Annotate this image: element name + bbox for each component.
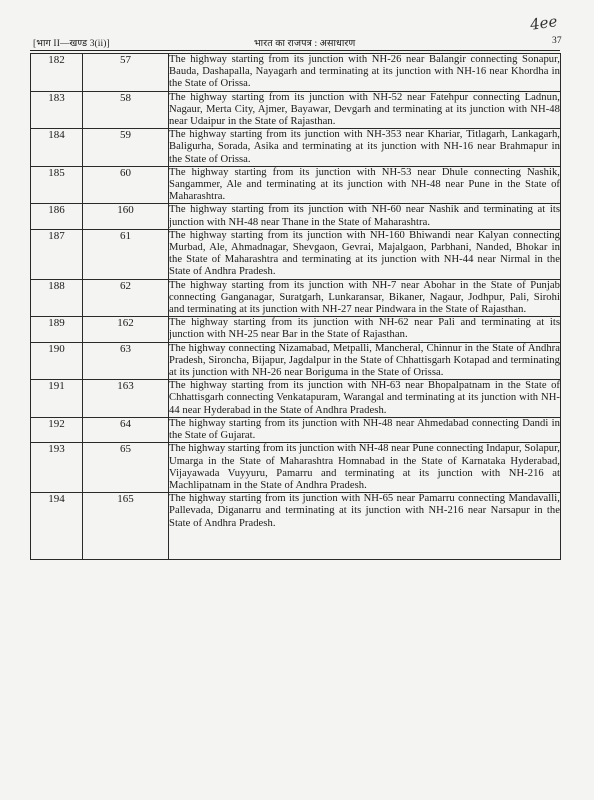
table-row <box>31 229 561 279</box>
serial-number-cell: 185 <box>31 166 83 204</box>
route-description-cell: The highway starting from its junction with NH-52 near Fatehpur connecting Ladnun, Nagaur, Merta City, Ajmer, Bayawar, Devgarh and terminating at its junction with NH-48 near Udaipur in the State of Rajasthan. <box>169 91 560 128</box>
route-description-cell: The highway starting from its junction with NH-48 near Pune connecting Indapur, Solapur, Umarga in the State of Maharashtra Homnabad in the State of Karnataka Hyderabad, Vijayawada Vuyyuru, Pamarru and terminating at its junction with NH-216 at Machlipatnam in the State of Andhra Pradesh. <box>169 443 560 491</box>
nh-number-cell: 60 <box>83 166 169 204</box>
nh-number-cell: 59 <box>83 129 169 167</box>
table-row <box>31 54 561 92</box>
table-row <box>31 443 561 493</box>
serial-number-cell: 191 <box>31 380 83 418</box>
highway-table <box>30 53 561 560</box>
route-description-cell: The highway starting from its junction with NH-7 near Abohar in the State of Punjab connecting Ganganagar, Suratgarh, Lunkaransar, Bikaner, Nagaur, Jodhpur, Pali, Sirohi and terminating at its junction with NH-27 near Pindwara in the State of Rajasthan. <box>169 279 560 316</box>
header-rule <box>30 50 560 51</box>
table-row <box>31 204 561 229</box>
route-description-cell: The highway connecting Nizamabad, Metpalli, Mancheral, Chinnur in the State of Andhra Pradesh, Sironcha, Bijapur, Jagdalpur in the State of Chhattisgarh Kotapad and terminating at its junction with NH-26 near Boriguma in the State of Orissa. <box>169 342 560 379</box>
table-row <box>31 317 561 342</box>
serial-number-cell: 189 <box>31 317 83 342</box>
route-description-cell: The highway starting from its junction with NH-353 near Khariar, Titlagarh, Lankagarh, Baligurha, Sorada, Asika and terminating at its junction with NH-16 near Brahmapur in the State of Orissa. <box>169 129 560 165</box>
nh-number-cell: 64 <box>83 417 169 442</box>
table-row <box>31 166 561 204</box>
table-row <box>31 380 561 418</box>
nh-number-cell: 160 <box>83 204 169 229</box>
serial-number-cell: 184 <box>31 129 83 167</box>
serial-number-cell: 188 <box>31 279 83 317</box>
table-row <box>31 417 561 442</box>
table-row <box>31 493 561 560</box>
route-description-cell: The highway starting from its junction with NH-48 near Ahmedabad connecting Dandi in the State of Gujarat. <box>169 417 560 442</box>
page-number: 37 <box>552 36 562 46</box>
nh-number-cell: 163 <box>83 380 169 418</box>
table-row <box>31 279 561 317</box>
nh-number-cell: 165 <box>83 493 169 560</box>
nh-number-cell: 162 <box>83 317 169 342</box>
serial-number-cell: 182 <box>31 54 83 92</box>
serial-number-cell: 193 <box>31 443 83 493</box>
serial-number-cell: 190 <box>31 342 83 380</box>
route-description-cell: The highway starting from its junction with NH-65 near Pamarru connecting Mandavalli, Pallevada, Diganarru and terminating at its junction with NH-216 near Narsapur in the State of Andhra Pradesh. <box>169 493 561 560</box>
route-description-cell: The highway starting from its junction with NH-60 near Nashik and terminating at its junction with NH-48 near Thane in the State of Maharashtra. <box>169 204 560 228</box>
serial-number-cell: 183 <box>31 91 83 129</box>
route-description-cell: The highway starting from its junction with NH-26 near Balangir connecting Sonapur, Bauda, Dashapalla, Nayagarh and terminating at its junction with NH-16 near Khordha in the State of Orissa. <box>169 54 560 90</box>
handwritten-annotation: 4ee <box>528 12 559 34</box>
table-row <box>31 342 561 380</box>
table-row <box>31 129 561 167</box>
route-description-cell: The highway starting from its junction with NH-62 near Pali and terminating at its junction with NH-25 near Bar in the State of Rajasthan. <box>169 317 560 341</box>
route-description-cell: The highway starting from its junction with NH-53 near Dhule connecting Nashik, Sangammer, Ale and terminating at its junction with NH-48 near Pune in the State of Maharashtra. <box>169 166 560 203</box>
table-row <box>31 91 561 129</box>
serial-number-cell: 186 <box>31 204 83 229</box>
nh-number-cell: 62 <box>83 279 169 317</box>
serial-number-cell: 194 <box>31 493 83 560</box>
header-gazette-title: भारत का राजपत्र : असाधारण <box>254 39 356 49</box>
route-description-cell: The highway starting from its junction with NH-160 Bhiwandi near Kalyan connecting Murbad, Ale, Ahmadnagar, Shevgaon, Gevrai, Majalgaon, Parbhani, Nanded, Bhokar in the State of Maharashtra and terminating at its junction with NH-44 near Nirmal in the State of Andhra Pradesh. <box>169 229 560 278</box>
route-description-cell: The highway starting from its junction with NH-63 near Bhopalpatnam in the State of Chhattisgarh connecting Venkatapuram, Warangal and terminating at its junction with NH-44 near Hyderabad in the State of Andhra Pradesh. <box>169 380 560 416</box>
nh-number-cell: 57 <box>83 54 169 92</box>
serial-number-cell: 192 <box>31 417 83 442</box>
serial-number-cell: 187 <box>31 229 83 279</box>
nh-number-cell: 61 <box>83 229 169 279</box>
nh-number-cell: 58 <box>83 91 169 129</box>
nh-number-cell: 63 <box>83 342 169 380</box>
header-part-section: [भाग II—खण्ड 3(ii)] <box>33 39 110 49</box>
nh-number-cell: 65 <box>83 443 169 493</box>
